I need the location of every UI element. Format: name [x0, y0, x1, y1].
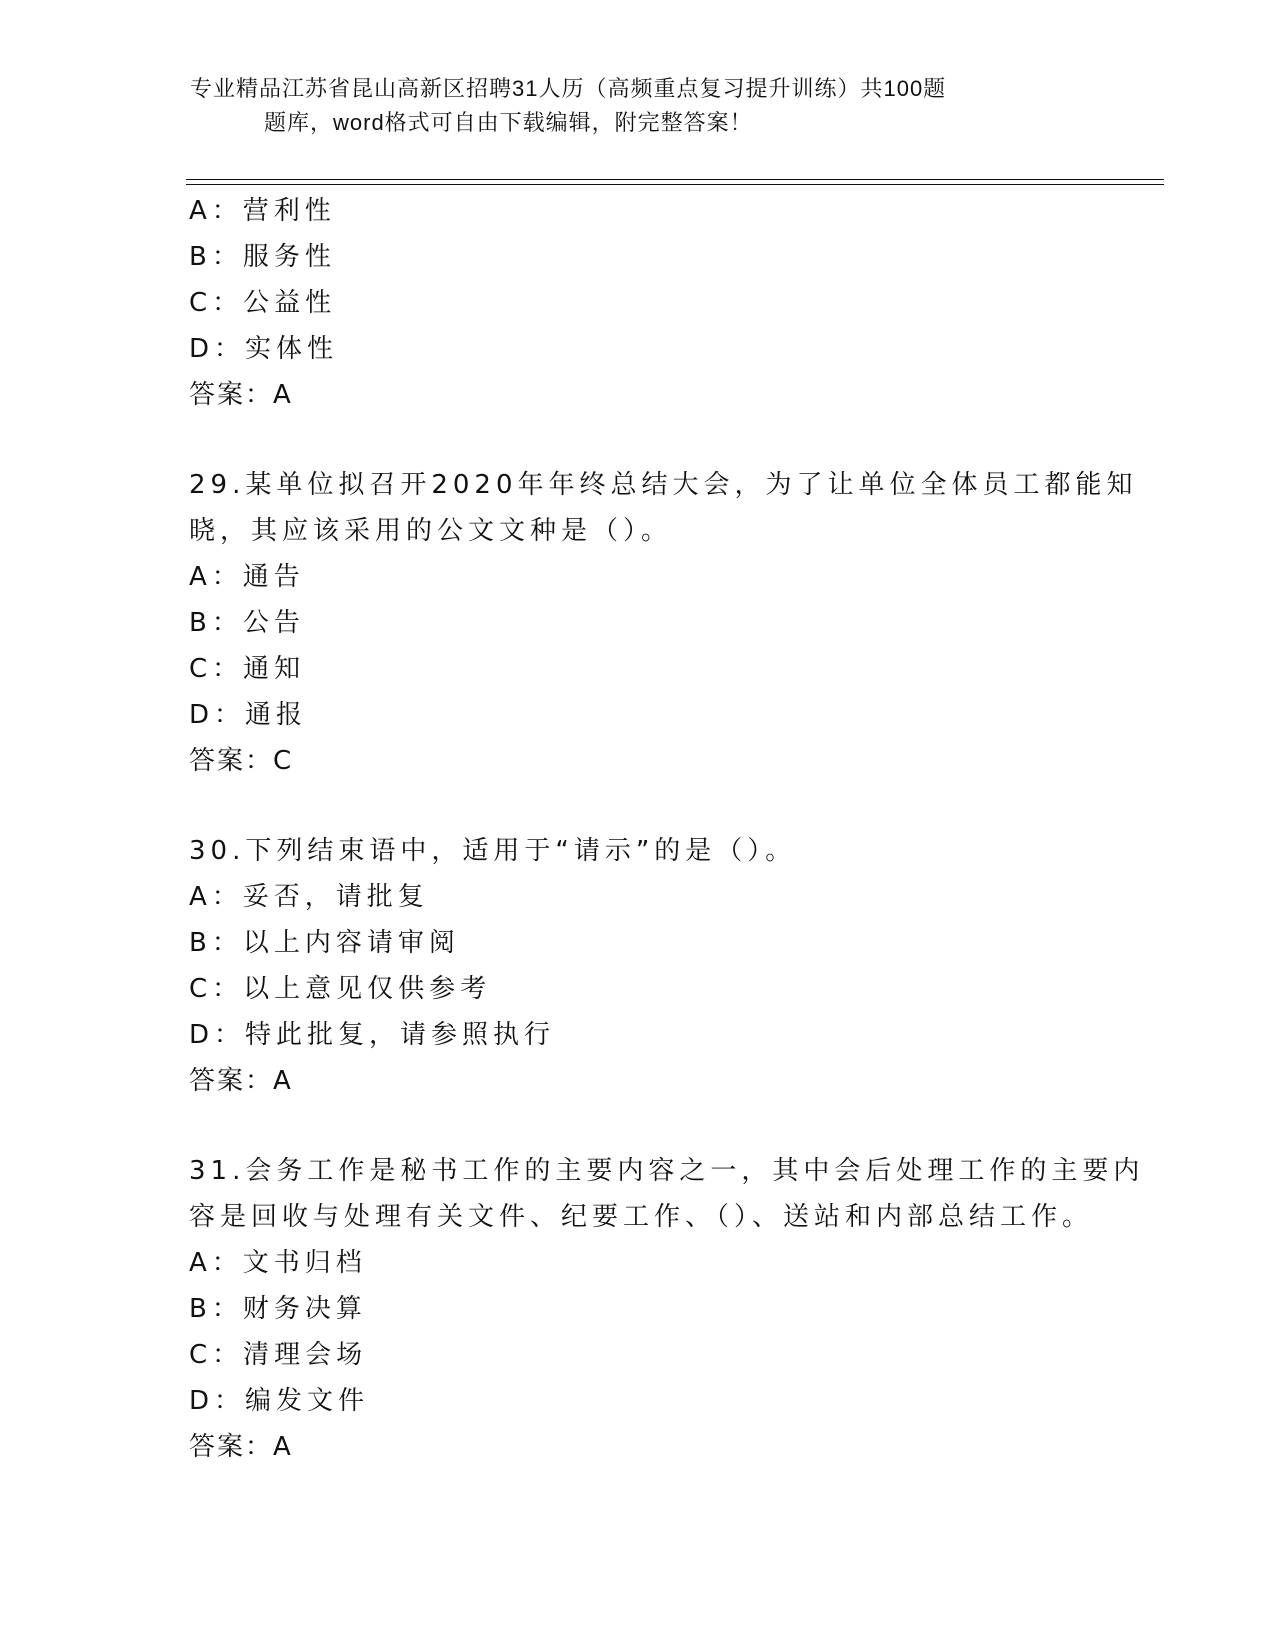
option-a: A：妥否，请批复: [189, 882, 429, 912]
option-d: D：编发文件: [189, 1386, 370, 1416]
header-title-line1: 专业精品江苏省昆山高新区招聘31人历（高频重点复习提升训练）共100题: [190, 76, 947, 101]
option-d: D：特此批复，请参照执行: [189, 1020, 556, 1050]
option-a: A：文书归档: [189, 1248, 367, 1278]
option-c: C：以上意见仅供参考: [189, 974, 492, 1004]
question-stem-line1: 30.下列结束语中，适用于“请示”的是（）。: [189, 836, 797, 866]
question-gap: [189, 1104, 1089, 1148]
option-b: B：以上内容请审阅: [189, 928, 460, 958]
option-d: D：实体性: [189, 334, 339, 364]
question-item: [189, 462, 1138, 784]
question-item: [189, 188, 1089, 418]
answer-line: 答案：A: [189, 1066, 293, 1096]
document-header: [190, 72, 1050, 140]
option-b: B：财务决算: [189, 1294, 367, 1324]
option-a: A：通告: [189, 562, 305, 592]
question-stem-line1: 31.会务工作是秘书工作的主要内容之一，其中会后处理工作的主要内: [189, 1156, 1145, 1186]
header-title-line2: 题库，word格式可自由下载编辑，附完整答案！: [264, 110, 753, 135]
option-d: D：通报: [189, 700, 308, 730]
option-b: B：服务性: [189, 242, 336, 272]
question-stem-line2: 容是回收与处理有关文件、纪要工作、（）、送站和内部总结工作。: [189, 1202, 1094, 1232]
answer-line: 答案：A: [189, 1432, 293, 1462]
question-gap: [189, 784, 1089, 828]
option-c: C：公益性: [189, 288, 337, 318]
question-stem-line1: 29.某单位拟召开2020年年终总结大会，为了让单位全体员工都能知: [189, 470, 1138, 500]
question-item: [189, 828, 1089, 1104]
option-b: B：公告: [189, 608, 305, 638]
header-divider-top: [186, 179, 1164, 180]
question-gap: [189, 418, 1089, 462]
question-list: [189, 188, 1145, 1470]
answer-line: 答案：C: [189, 746, 294, 776]
option-c: C：通知: [189, 654, 306, 684]
question-item: [189, 1148, 1145, 1470]
header-divider-bottom: [186, 184, 1164, 185]
question-stem-line2: 晓，其应该采用的公文文种是（）。: [189, 516, 673, 546]
answer-line: 答案：A: [189, 380, 293, 410]
option-c: C：清理会场: [189, 1340, 368, 1370]
option-a: A：营利性: [189, 196, 336, 226]
